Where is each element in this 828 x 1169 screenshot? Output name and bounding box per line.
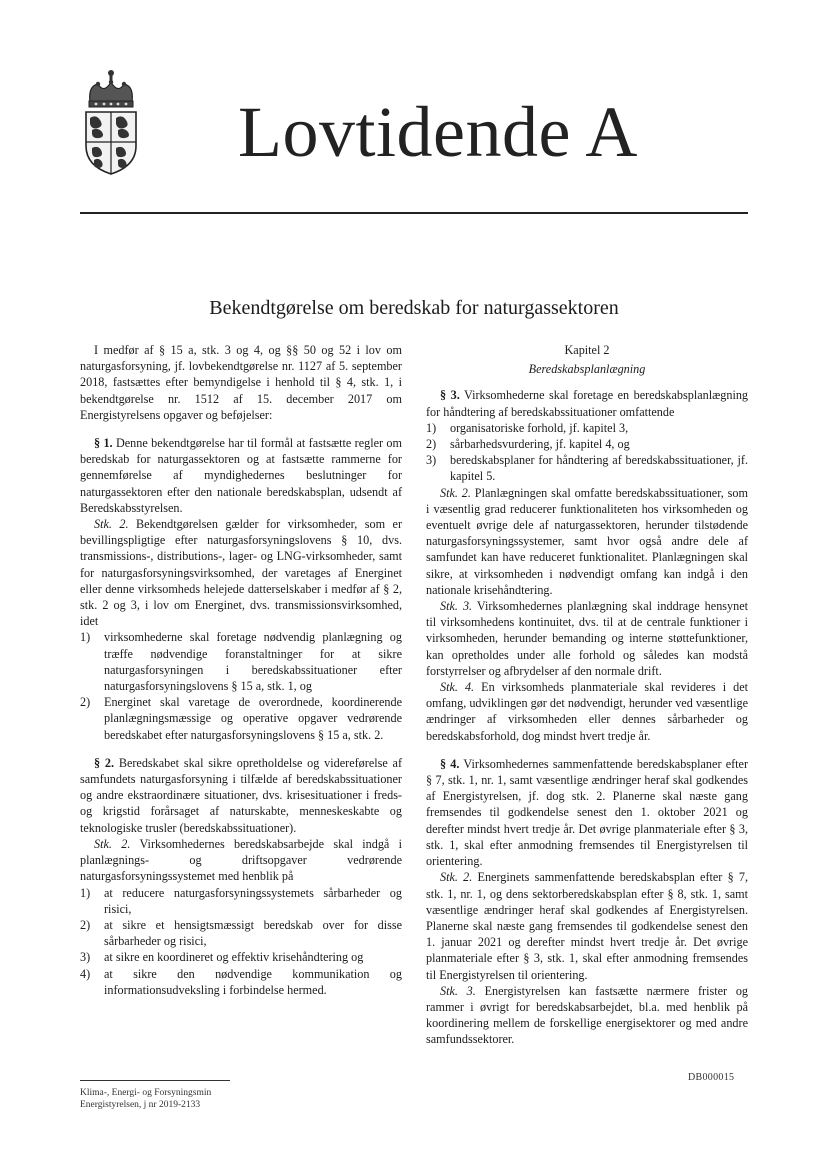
list-item bbox=[426, 436, 748, 452]
section-3-stk-3-label: Stk. 3. bbox=[440, 599, 473, 614]
footer-agency-ref: Energistyrelsen, j nr 2019-2133 bbox=[80, 1100, 201, 1110]
footer-divider bbox=[80, 1080, 230, 1081]
section-1-stk-2-text: Bekendtgørelsen gælder for virksomheder, som er bevillingspligtige efter naturgasforsyningslovens § 10, dvs. transmissions-, distributions-, lager- og LNG-virksomheder, samt for naturgasforsyningsvirksomhed, der varetages af Energinet eller denne virksomheds helejede datterselskaber i medfør af § 2, stk. 2 og 3, i lov om Energinet, dvs. transmissionsvirksomhed, idet bbox=[80, 517, 402, 629]
section-4-stk-2-label: Stk. 2. bbox=[440, 870, 473, 885]
list-item-text: organisatoriske forhold, jf. kapitel 3, bbox=[450, 420, 629, 435]
list-item bbox=[426, 452, 748, 484]
section-2-number: § 2. bbox=[94, 755, 115, 770]
coat-of-arms-logo bbox=[80, 68, 142, 176]
left-column bbox=[80, 342, 402, 998]
section-3-stk-4-label: Stk. 4. bbox=[440, 680, 475, 695]
list-item-text: at sikre den nødvendige kommunikation og informationsudveksling i forbindelse hermed. bbox=[104, 966, 402, 997]
section-3 bbox=[426, 387, 748, 419]
list-item-text: at sikre en koordineret og effektiv krisehåndtering og bbox=[104, 950, 364, 965]
section-4-stk-3-text: Energistyrelsen kan fastsætte nærmere frister og rammer i øvrigt for beredskabsarbejdet, bl.a. med henblik på koordinering mellem de forskellige energisektorer og med andre samfundssektorer. bbox=[426, 983, 749, 1047]
section-2-text: Beredskabet skal sikre opretholdelse og videreførelse af samfundets naturgasforsyning i tilfælde af beredskabssituationer og andre ekstraordinære situationer, dvs. krisesituationer i freds- og krigstid forårsaget af naturskabte, menneskeskabte og teknologiske trusler (beredskabssituationer). bbox=[80, 755, 403, 835]
section-1-list bbox=[80, 629, 402, 742]
section-3-stk-2-label: Stk. 2. bbox=[440, 485, 471, 500]
list-item-text: Energinet skal varetage de overordnede, koordinerende planlægningsmæssige og operative opgaver vedrørende beredskabet efter naturgasforsyningslovens § 15 a, stk. 2. bbox=[104, 695, 402, 742]
section-4-stk-3 bbox=[426, 983, 748, 1048]
section-3-stk-3-text: Virksomhedernes planlægning skal inddrage hensynet til virksomhedens kontinuitet, dvs. til at de centrale funktioner i virksomheden, herunder bemanding og interne støttefunktioner, kan opretholdes under alle forhold og således kan modstå forstyrrelser og afbrydelser af den normale drift. bbox=[426, 599, 749, 678]
section-4-stk-2-text: Energinets sammenfattende beredskabsplan efter § 7, stk. 1, nr. 1, og dens sektorberedskabsplan efter § 8, stk. 1, samt væsentlige ændringer heraf skal godkendes af Energistyrelsen. Planerne skal næste gang fremsendes til godkendelse senest den 1. januar 2021 og derefter mindst hvert tredje år. Det øvrige planmateriale efter § 3, stk. 1, skal efter anmodning fremsendes til Energistyrelsen til orientering. bbox=[426, 870, 749, 982]
document-id: DB000015 bbox=[688, 1072, 735, 1083]
section-1-number: § 1. bbox=[94, 436, 113, 451]
list-item bbox=[80, 917, 402, 949]
section-3-text: Virksomhederne skal foretage en beredskabsplanlægning for håndtering af beredskabssituationer omfattende bbox=[426, 388, 749, 419]
list-item bbox=[80, 885, 402, 917]
section-3-stk-3 bbox=[426, 598, 748, 679]
list-item-number: 1) bbox=[80, 630, 91, 645]
section-2 bbox=[80, 755, 402, 836]
list-item bbox=[80, 629, 402, 694]
section-2-stk-2-text: Virksomhedernes beredskabsarbejde skal indgå i planlægnings- og driftsopgaver vedrørende naturgasforsyningssystemet med henblik på bbox=[80, 836, 403, 884]
list-item-number: 1) bbox=[426, 420, 437, 435]
list-item-number: 4) bbox=[80, 966, 91, 981]
list-item-text: beredskabsplaner for håndtering af beredskabssituationer, jf. kapitel 5. bbox=[450, 453, 748, 484]
list-item-number: 3) bbox=[426, 453, 437, 468]
header-divider bbox=[80, 212, 748, 214]
list-item-number: 3) bbox=[80, 950, 91, 965]
section-3-list bbox=[426, 420, 748, 485]
section-2-stk-2-label: Stk. 2. bbox=[94, 836, 131, 851]
list-item-number: 2) bbox=[80, 917, 91, 932]
section-1-stk-2-label: Stk. 2. bbox=[94, 517, 129, 532]
list-item bbox=[426, 420, 748, 436]
section-1-text: Denne bekendtgørelse har til formål at fastsætte regler om beredskab for naturgassektoren og at fastsætte rammerne for gennemførelse af myndighedernes beslutninger for naturgassektoren efter den nationale beredskabsplan, udsendt af Beredskabsstyrelsen. bbox=[80, 436, 403, 515]
section-3-stk-4-text: En virksomheds planmateriale skal revideres i det omfang, udviklingen gør det nødvendigt, herunder ved væsentlige ændringer af virksomheden eller dennes sårbarheder og beredskabsforhold, dog mindst hvert tredje år. bbox=[426, 680, 749, 743]
section-1 bbox=[80, 435, 402, 516]
section-3-stk-2 bbox=[426, 485, 748, 598]
document-title: Bekendtgørelse om beredskab for naturgassektoren bbox=[209, 297, 619, 319]
section-3-stk-2-text: Planlægningen skal omfatte beredskabssituationer, som i væsentlig grad reducerer funktionaliteten hos virksomheden og eventuelt øvrige dele af naturgassektoren, herunder tilstødende naturgasforsyningssystemer, samt hvor også andre dele af samfundet kan have reduceret funktionalitet. Planlægningen skal sikre, at virksomheden i nødvendigt omfang kan indgå i den nationale krisehåndtering. bbox=[426, 485, 748, 597]
list-item-text: at reducere naturgasforsyningssystemets sårbarheder og risici, bbox=[104, 885, 402, 916]
list-item-text: virksomhederne skal foretage nødvendig planlægning og træffe nødvendige foranstaltninger for at sikre naturgasforsyningen i beredskabssituationer efter naturgasforsyningslovens § 15 a, stk. 1, og bbox=[104, 630, 402, 694]
list-item-number: 2) bbox=[426, 437, 437, 452]
section-2-list bbox=[80, 885, 402, 998]
list-item bbox=[80, 949, 402, 965]
section-2-stk-2 bbox=[80, 836, 402, 885]
list-item bbox=[80, 966, 402, 998]
section-3-stk-4 bbox=[426, 679, 748, 744]
chapter-title: Beredskabsplanlægning bbox=[528, 362, 646, 377]
list-item bbox=[80, 694, 402, 743]
section-4-text: Virksomhedernes sammenfattende beredskabsplaner efter § 7, stk. 1, nr. 1, samt væsentlige ændringer heraf skal godkendes af Energistyrelsen, jf. dog stk. 2. Planerne skal næste gang fremsendes til godkendelse senest den 1. oktober 2021 og derefter mindst hvert tredje år. Det øvrige planmateriale efter § 3, stk. 1, skal efter anmodning fremsendes til Energistyrelsen til orientering. bbox=[426, 756, 749, 869]
section-3-number: § 3. bbox=[440, 388, 460, 403]
footer-note bbox=[80, 1087, 211, 1111]
section-1-stk-2 bbox=[80, 516, 402, 629]
chapter-number: Kapitel 2 bbox=[564, 343, 610, 357]
section-4 bbox=[426, 756, 748, 869]
list-item-number: 2) bbox=[80, 695, 91, 710]
intro-paragraph: I medfør af § 15 a, stk. 3 og 4, og §§ 50 og 52 i lov om naturgasforsyning, jf. lovbekendtgørelse nr. 1127 af 5. september 2018, fastsættes efter bemyndigelse i henhold til § 4, stk. 1, i bekendtgørelse nr. 1512 af 15. december 2017 om Energistyrelsens opgaver og beføjelser: bbox=[80, 343, 402, 422]
list-item-text: sårbarhedsvurdering, jf. kapitel 4, og bbox=[450, 437, 630, 452]
section-4-stk-3-label: Stk. 3. bbox=[440, 983, 476, 998]
right-column bbox=[426, 342, 748, 1048]
masthead-title: Lovtidende A bbox=[238, 92, 638, 172]
list-item-text: at sikre et hensigtsmæssigt beredskab over for disse sårbarheder og risici, bbox=[104, 917, 402, 949]
section-4-stk-2 bbox=[426, 869, 748, 982]
list-item-number: 1) bbox=[80, 885, 91, 900]
section-4-number: § 4. bbox=[440, 756, 460, 771]
footer-ministry: Klima-, Energi- og Forsyningsmin bbox=[80, 1088, 212, 1098]
